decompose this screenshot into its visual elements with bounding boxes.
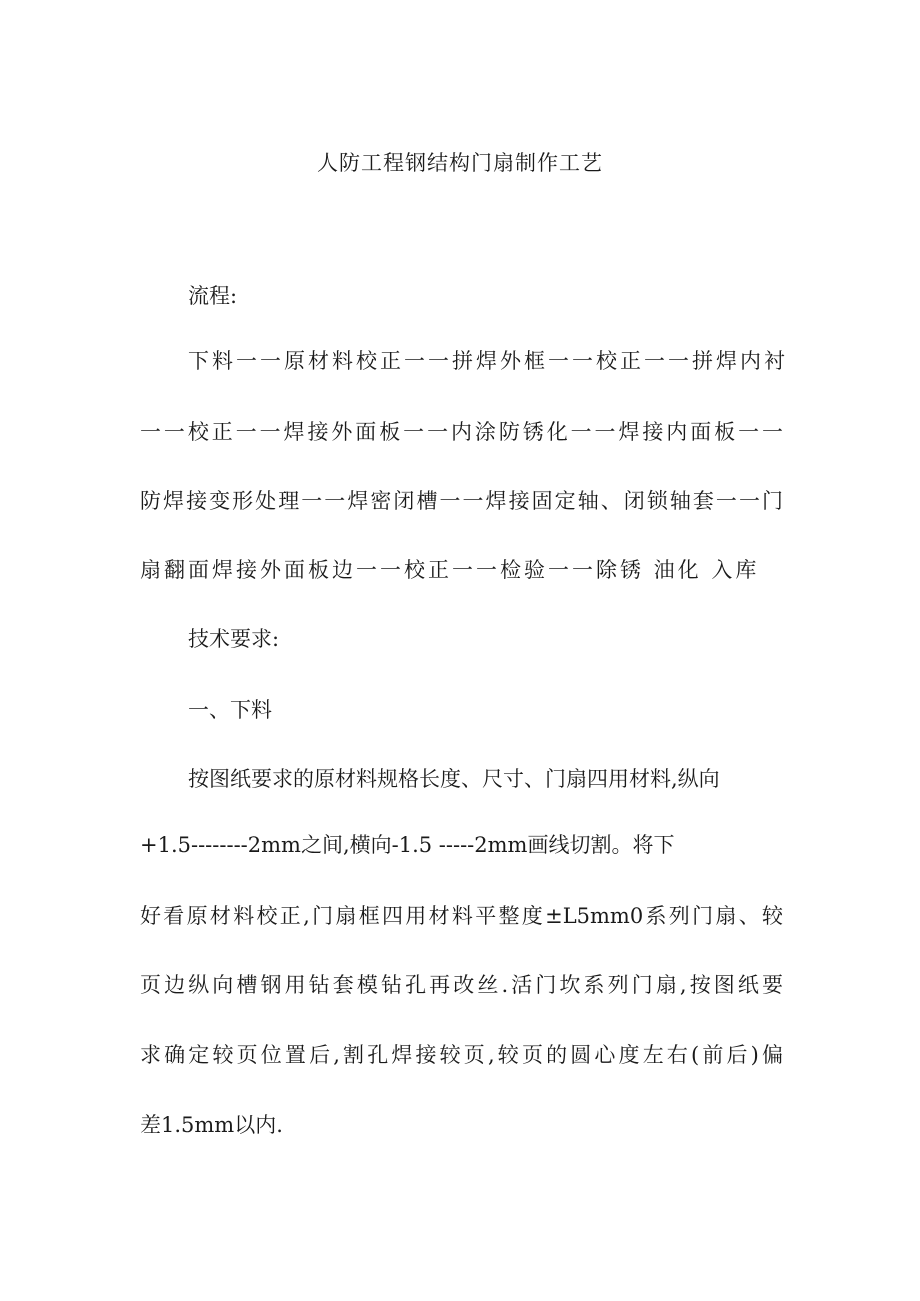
section-one-line-2: +1.5--------2mm之间,横向-1.5 -----2mm画线切割。将下 (140, 833, 675, 857)
process-line-1: 下料一一原材料校正一一拼焊外框一一校正一一拼焊内衬 (188, 349, 788, 373)
section-one-line-3: 好看原材料校正,门扇框四用材料平整度±L5mm0系列门扇、较 (140, 904, 783, 928)
tech-requirements-label: 技术要求: (188, 627, 280, 651)
document-title: 人防工程钢结构门扇制作工艺 (317, 151, 603, 175)
section-one-line-1: 按图纸要求的原材料规格长度、尺寸、门扇四用材料,纵向 (188, 767, 720, 791)
process-line-2: 一一校正一一焊接外面板一一内涂防锈化一一焊接内面板一一 (140, 420, 783, 444)
section-one-line-5: 求确定较页位置后,割孔焊接较页,较页的圆心度左右(前后)偏 (140, 1043, 783, 1067)
process-label: 流程: (188, 284, 238, 308)
section-one-heading: 一、下料 (188, 698, 272, 722)
process-line-3: 防焊接变形处理一一焊密闭槽一一焊接固定轴、闭锁轴套一一门 (140, 489, 783, 513)
section-one-line-6: 差1.5mm以内. (140, 1113, 283, 1137)
process-line-4: 扇翻面焊接外面板边一一校正一一检验一一除锈 油化 入库 (140, 558, 760, 582)
section-one-line-4: 页边纵向槽钢用钻套模钻孔再改丝.活门坎系列门扇,按图纸要 (140, 973, 783, 997)
